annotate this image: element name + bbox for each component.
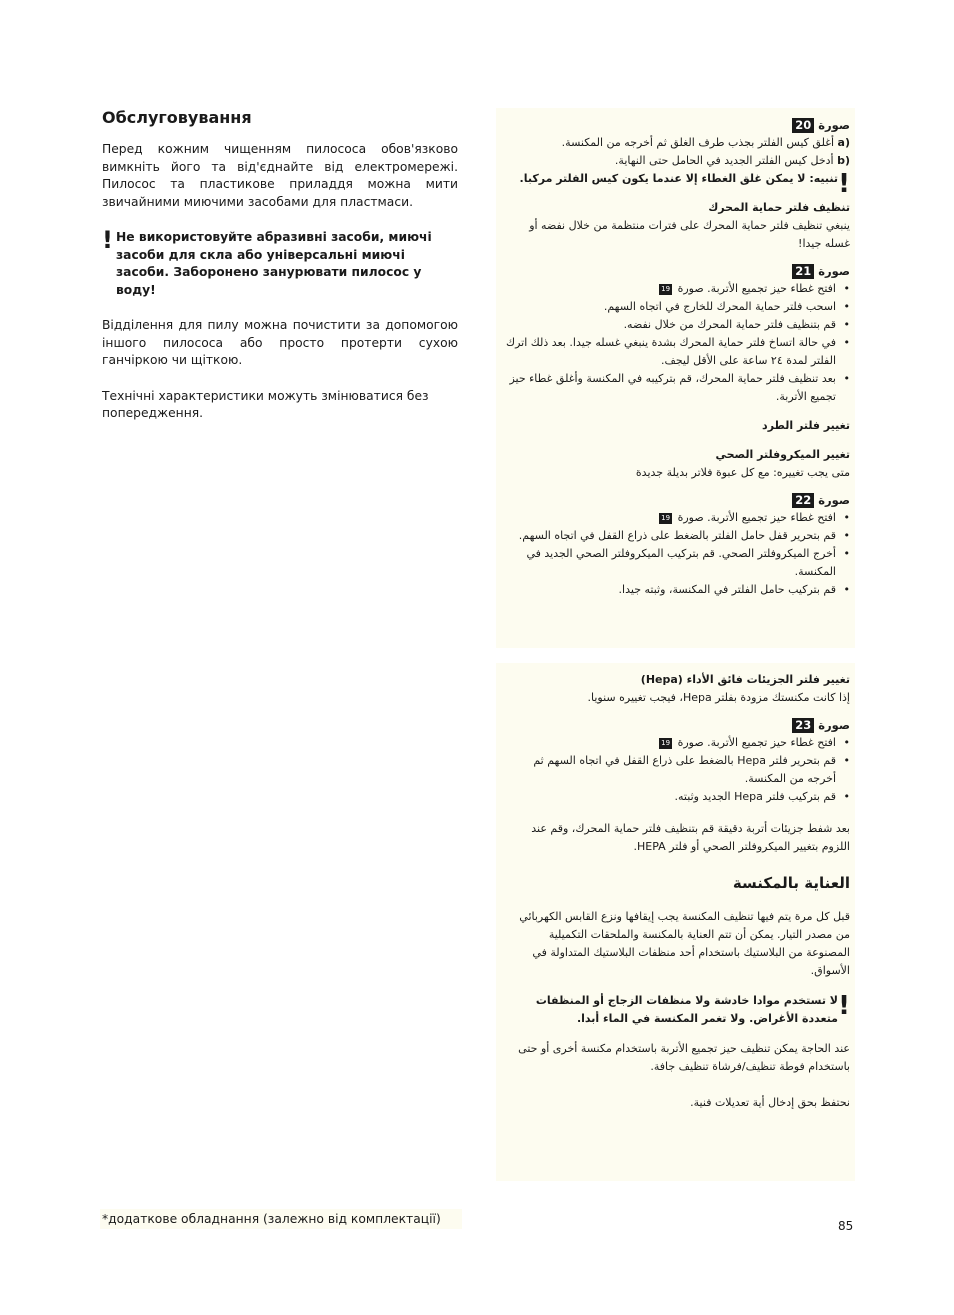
section-title: Обслуговування	[102, 108, 252, 127]
motor-filter-heading: تنظيف فلتر حماية المحرك	[708, 201, 850, 214]
list-item: • بعد تنظيف فلتر حماية المحرك، قم بتركيبه في المكنسة وأغلق غطاء حيز تجميع الأتربة.	[502, 370, 850, 406]
list-item: • قم بتحرير فلتر Hepa بالضغط على ذراع القفل في اتجاه السهم ثم أخرجه من المكنسة.	[502, 752, 850, 788]
list-item: • قم بتركيب فلتر Hepa الجديد وثبته.	[502, 788, 850, 806]
warning-text: Не використовуйте абразивні засоби, миючі засоби для скла або універсальні миючі засоби. Заборонено занурювати пилосос у воду!	[116, 230, 432, 297]
list-item: • اسحب فلتر حماية المحرك للخارج في اتجاه السهم.	[502, 298, 850, 316]
figure-ref-badge: 19	[661, 284, 671, 293]
list-item: • قم بتحرير قفل حامل الفلتر بالضغط على ذراع القفل في اتجاه السهم.	[502, 527, 850, 545]
arabic-panel-top	[496, 108, 855, 648]
exclamation-icon: !	[102, 226, 113, 254]
footnote: *додаткове обладнання (залежно від комплектації)	[100, 1209, 462, 1229]
care-heading: العناية بالمكنسة	[732, 874, 850, 892]
figure-22-label: صورة 22	[502, 492, 850, 509]
exclamation-icon: !	[838, 991, 850, 1021]
list-item: • افتح غطاء حيز تجميع الأتربة. صورة 19	[502, 509, 850, 527]
after-fine-dust-text: بعد شفط جزيئات أتربة دقيقة قم بتنظيف فلتر حماية المحرك، وقم عند اللزوم بتغيير الميكروفلتر الصحي أو فلتر HEPA.	[531, 822, 850, 853]
hepa-heading: تغيير فلتر الجزيئات فائق الأداء (Hepa)	[640, 673, 850, 686]
figure-number: 23	[792, 718, 814, 733]
microfilter-text: متى يجب تغييره: مع كل عبوة فلاتر بديلة جديدة	[635, 466, 850, 479]
figure-ref-badge: 19	[661, 738, 671, 747]
figure-number: 21	[792, 264, 814, 279]
list-item: • في حالة اتساخ فلتر حماية المحرك بشدة ينبغي غسله جيدا. بعد ذلك اترك الفلتر لمدة ٢٤ ساعة على الأقل ليجف.	[502, 334, 850, 370]
list-item: • افتح غطاء حيز تجميع الأتربة. صورة 19	[502, 734, 850, 752]
arabic-panel-bottom	[496, 663, 855, 1181]
figure-number: 20	[792, 118, 814, 133]
list-item: • أخرج الميكروفلتر الصحي. قم بتركيب الميكروفلتر الصحي الجديد في المكنسة.	[502, 545, 850, 581]
step-a: a) أغلق كيس الفلتر بجذب طرف الغلق ثم أخرجه من المكنسة.	[561, 136, 850, 149]
figure-ref-badge: 19	[661, 513, 671, 522]
dust-compartment-text: Відділення для пилу можна почистити за допомогою іншого пилососа або просто протерти сухою ганчіркою чи щіткою.	[102, 318, 458, 367]
dust-compartment-text-ar: عند الحاجة يمكن تنظيف حيز تجميع الأتربة باستخدام مكنسة أخرى أو حتى باستخدام فوطة تنظيف/فرشاة تنظيف جافة.	[518, 1042, 850, 1073]
technical-changes-text: Технічні характеристики можуть змінюватися без попередження.	[102, 388, 429, 420]
step-b: b) أدخل كيس الفلتر الجديد في الحامل حتى النهاية.	[614, 154, 850, 167]
figure-20-label: صورة 20	[502, 117, 850, 134]
maintenance-intro: Перед кожним чищенням пилососа обов'язково вимкніть його та від'єднайте від електромережі. Пилосос та пластикове приладдя можна мити звичайними миючими засобами для пластмаси.	[102, 142, 458, 209]
figure-23-steps	[502, 734, 850, 806]
care-warning: ! لا تستخدم موادا خادشة ولا منظفات الزجاج أو المنظفات متعددة الأغراض. ولا تغمر المكنسة في الماء أبدا.	[535, 991, 850, 1025]
exhaust-filter-heading: تغيير فلتر الطرد	[762, 419, 850, 432]
figure-21-steps	[502, 280, 850, 406]
ukrainian-column	[102, 108, 458, 441]
warning-block	[102, 226, 458, 299]
hepa-text: إذا كانت مكنستك مزودة بفلتر Hepa، فيجب تغييره سنويا.	[587, 691, 850, 704]
figure-number: 22	[792, 493, 814, 508]
list-item: • افتح غطاء حيز تجميع الأتربة. صورة 19	[502, 280, 850, 298]
care-text: قبل كل مرة يتم فيها تنظيف المكنسة يجب إيقافها ونزع القابس الكهربائي من مصدر التيار. يمكن أن تتم العناية بالمكنسة والملحقات التكميلية المصنوعة من البلاستيك باستخدام أحد منظفات البلاستيك المتداولة في الأسواق.	[519, 910, 850, 977]
figure-21-label: صورة 21	[502, 263, 850, 280]
list-item: • قم بتركيب حامل الفلتر في المكنسة، وثبته جيدا.	[502, 581, 850, 599]
figure-22-steps	[502, 509, 850, 599]
page-number: 85	[838, 1219, 854, 1233]
exclamation-icon: !	[838, 169, 850, 199]
figure-23-label: صورة 23	[502, 717, 850, 734]
figure-20-note: ! تنبيه: لا يمكن غلق الغطاء إلا عندما يكون كيس الفلتر مركبا.	[519, 169, 850, 199]
motor-filter-text: ينبغي تنظيف فلتر حماية المحرك على فترات منتظمة من خلال نفضه أو غسله جيدا!	[529, 219, 850, 250]
list-item: • قم بتنظيف فلتر حماية المحرك من خلال نفضه.	[502, 316, 850, 334]
microfilter-heading: تغيير الميكروفلتر الصحي	[715, 448, 850, 461]
technical-changes-text-ar: نحتفظ بحق إدخال أية تعديلات فنية.	[690, 1096, 850, 1109]
